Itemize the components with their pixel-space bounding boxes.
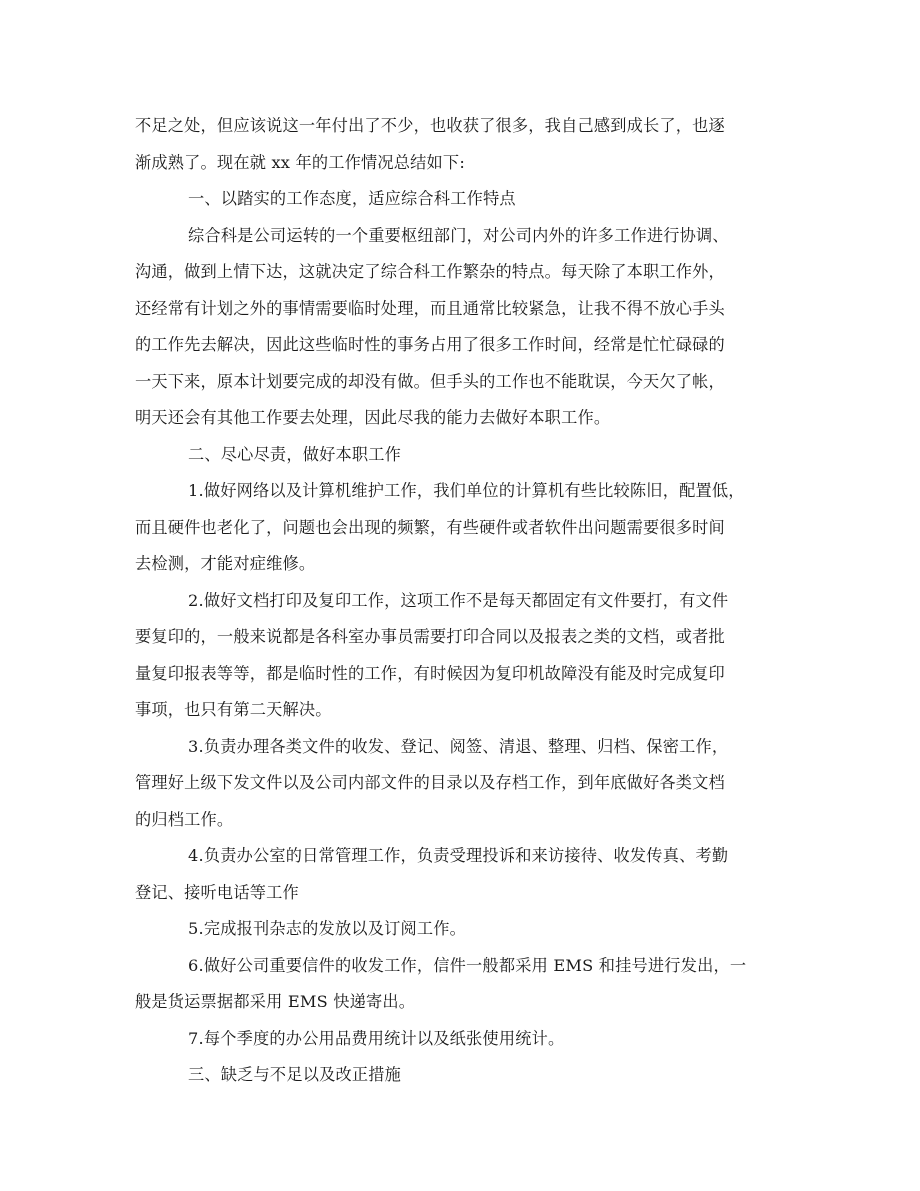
text-line: 要复印的，一般来说都是各科室办事员需要打印合同以及报表之类的文档，或者批 bbox=[135, 627, 725, 646]
heading-line: 二、尽心尽责，做好本职工作 bbox=[188, 444, 402, 464]
text-line: 6.做好公司重要信件的收发工作，信件一般都采用 EMS 和挂号进行发出，一 bbox=[188, 955, 747, 975]
section-heading-1 bbox=[135, 181, 795, 218]
section-heading-2 bbox=[135, 437, 795, 474]
text-line: 综合科是公司运转的一个重要枢纽部门，对公司内外的许多工作进行协调、 bbox=[188, 225, 729, 245]
paragraph-section-1-body bbox=[135, 218, 795, 437]
list-item-7 bbox=[135, 1021, 795, 1058]
text-line: 去检测，才能对症维修。 bbox=[135, 554, 316, 573]
text-line: 般是货运票据都采用 EMS 快递寄出。 bbox=[135, 992, 416, 1011]
text-line: 登记、接听电话等工作 bbox=[135, 882, 299, 902]
text-line: 1.做好网络以及计算机维护工作，我们单位的计算机有些比较陈旧，配置低， bbox=[188, 481, 745, 500]
text-line: 沟通，做到上情下达，这就决定了综合科工作繁杂的特点。每天除了本职工作外， bbox=[135, 262, 725, 281]
text-line: 事项，也只有第二天解决。 bbox=[135, 700, 332, 719]
section-heading-3 bbox=[135, 1057, 795, 1094]
text-line: 的工作先去解决，因此这些临时性的事务占用了很多工作时间，经常是忙忙碌碌的 bbox=[135, 335, 725, 354]
text-line: 2.做好文档打印及复印工作，这项工作不是每天都固定有文件要打，有文件 bbox=[188, 590, 729, 610]
heading-line: 一、以踏实的工作态度，适应综合科工作特点 bbox=[188, 189, 516, 208]
list-item-3 bbox=[135, 729, 795, 839]
text-line: 渐成熟了。现在就 xx 年的工作情况总结如下: bbox=[135, 152, 465, 172]
text-line: 不足之处，但应该说这一年付出了不少，也收获了很多，我自己感到成长了，也逐 bbox=[135, 116, 725, 135]
text-line: 的归档工作。 bbox=[135, 809, 234, 829]
text-line: 量复印报表等等，都是临时性的工作，有时候因为复印机故障没有能及时完成复印 bbox=[135, 663, 725, 683]
list-item-5 bbox=[135, 911, 795, 948]
list-item-2 bbox=[135, 583, 795, 729]
list-item-1 bbox=[135, 473, 795, 583]
list-item-4 bbox=[135, 838, 795, 911]
text-line: 7.每个季度的办公用品费用统计以及纸张使用统计。 bbox=[188, 1028, 565, 1048]
text-line: 管理好上级下发文件以及公司内部文件的目录以及存档工作，到年底做好各类文档 bbox=[135, 773, 725, 792]
document-body bbox=[135, 108, 795, 1094]
text-line: 3.负责办理各类文件的收发、登记、阅签、清退、整理、归档、保密工作， bbox=[188, 736, 729, 756]
text-line: 4.负责办公室的日常管理工作，负责受理投诉和来访接待、收发传真、考勤 bbox=[188, 846, 729, 865]
paragraph-intro-continued bbox=[135, 108, 795, 181]
text-line: 而且硬件也老化了，问题也会出现的频繁，有些硬件或者软件出问题需要很多时间 bbox=[135, 517, 725, 537]
heading-line: 三、缺乏与不足以及改正措施 bbox=[188, 1065, 402, 1084]
text-line: 5.完成报刊杂志的发放以及订阅工作。 bbox=[188, 919, 467, 938]
text-line: 一天下来，原本计划要完成的却没有做。但手头的工作也不能耽误，今天欠了帐， bbox=[135, 371, 725, 391]
list-item-6 bbox=[135, 948, 795, 1021]
text-line: 还经常有计划之外的事情需要临时处理，而且通常比较紧急，让我不得不放心手头 bbox=[135, 298, 725, 318]
text-line: 明天还会有其他工作要去处理，因此尽我的能力去做好本职工作。 bbox=[135, 408, 611, 427]
